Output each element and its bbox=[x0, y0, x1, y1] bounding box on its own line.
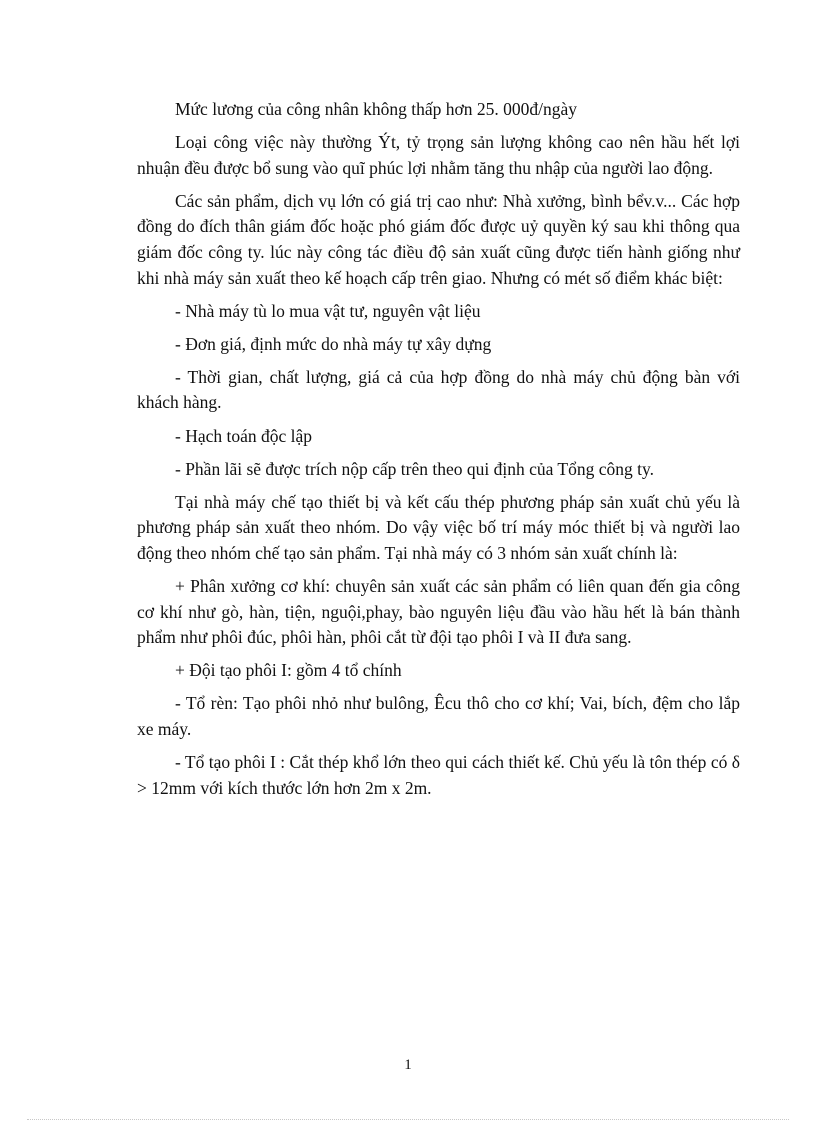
list-item-unit-price: - Đơn giá, định mức do nhà máy tự xây dựng bbox=[175, 333, 492, 354]
list-item-forging-team: - Tổ rèn: Tạo phôi nhỏ như bulông, Êcu thô cho cơ khí; Vai, bích, đệm cho lắp xe máy. bbox=[137, 693, 740, 739]
paragraph-blank-team-1: + Đội tạo phôi I: gồm 4 tổ chính bbox=[175, 660, 402, 681]
paragraph-production-method: Tại nhà máy chế tạo thiết bị và kết cấu thép phương pháp sản xuất chủ yếu là phương pháp sản xuất theo nhóm. Do vậy việc bố trí máy móc thiết bị và người lao động theo nhóm chế tạo sản phẩm. Tại nhà máy có 3 nhóm sản xuất chính là: bbox=[137, 491, 740, 563]
list-item-contract-terms: - Thời gian, chất lượng, giá cả của hợp đồng do nhà máy chủ động bàn với khách hàng. bbox=[137, 366, 740, 413]
paragraph-work-type: Loại công việc này thường Ýt, tỷ trọng sản lượng không cao nên hầu hết lợi nhuận đều được bổ sung vào quĩ phúc lợi nhằm tăng thu nhập của người lao động. bbox=[137, 132, 740, 178]
list-item-profit: - Phần lãi sẽ được trích nộp cấp trên theo qui định của Tổng công ty. bbox=[175, 458, 654, 479]
document-body bbox=[137, 97, 740, 809]
list-item-cutting-team: - Tổ tạo phôi I : Cắt thép khổ lớn theo qui cách thiết kế. Chủ yếu là tôn thép có δ > 12mm với kích thước lớn hơn 2m x 2m. bbox=[137, 752, 740, 798]
page-bottom-divider bbox=[27, 1119, 789, 1120]
page-number: 1 bbox=[404, 1057, 412, 1073]
paragraph-mechanical-workshop: + Phân xưởng cơ khí: chuyên sản xuất các sản phẩm có liên quan đến gia công cơ khí như gò, hàn, tiện, nguội,phay, bào nguyên liệu đầu vào hầu hết là bán thành phẩm như phôi đúc, phôi hàn, phôi cắt từ đội tạo phôi I và II đưa sang. bbox=[137, 576, 740, 648]
list-item-accounting: - Hạch toán độc lập bbox=[175, 425, 313, 446]
paragraph-wage: Mức lương của công nhân không thấp hơn 25. 000đ/ngày bbox=[175, 99, 577, 119]
list-item-materials: - Nhà máy tù lo mua vật tư, nguyên vật liệu bbox=[175, 300, 481, 321]
paragraph-products-services: Các sản phẩm, dịch vụ lớn có giá trị cao như: Nhà xưởng, bình bểv.v... Các hợp đồng do đích thân giám đốc hoặc phó giám đốc được uỷ quyền ký sau khi thông qua giám đốc công ty. lúc này công tác điều độ sản xuất cũng được tiến hành giống như khi nhà máy sản xuất theo kế hoạch cấp trên giao. Nhưng có mét số điểm khác biệt: bbox=[137, 190, 740, 288]
